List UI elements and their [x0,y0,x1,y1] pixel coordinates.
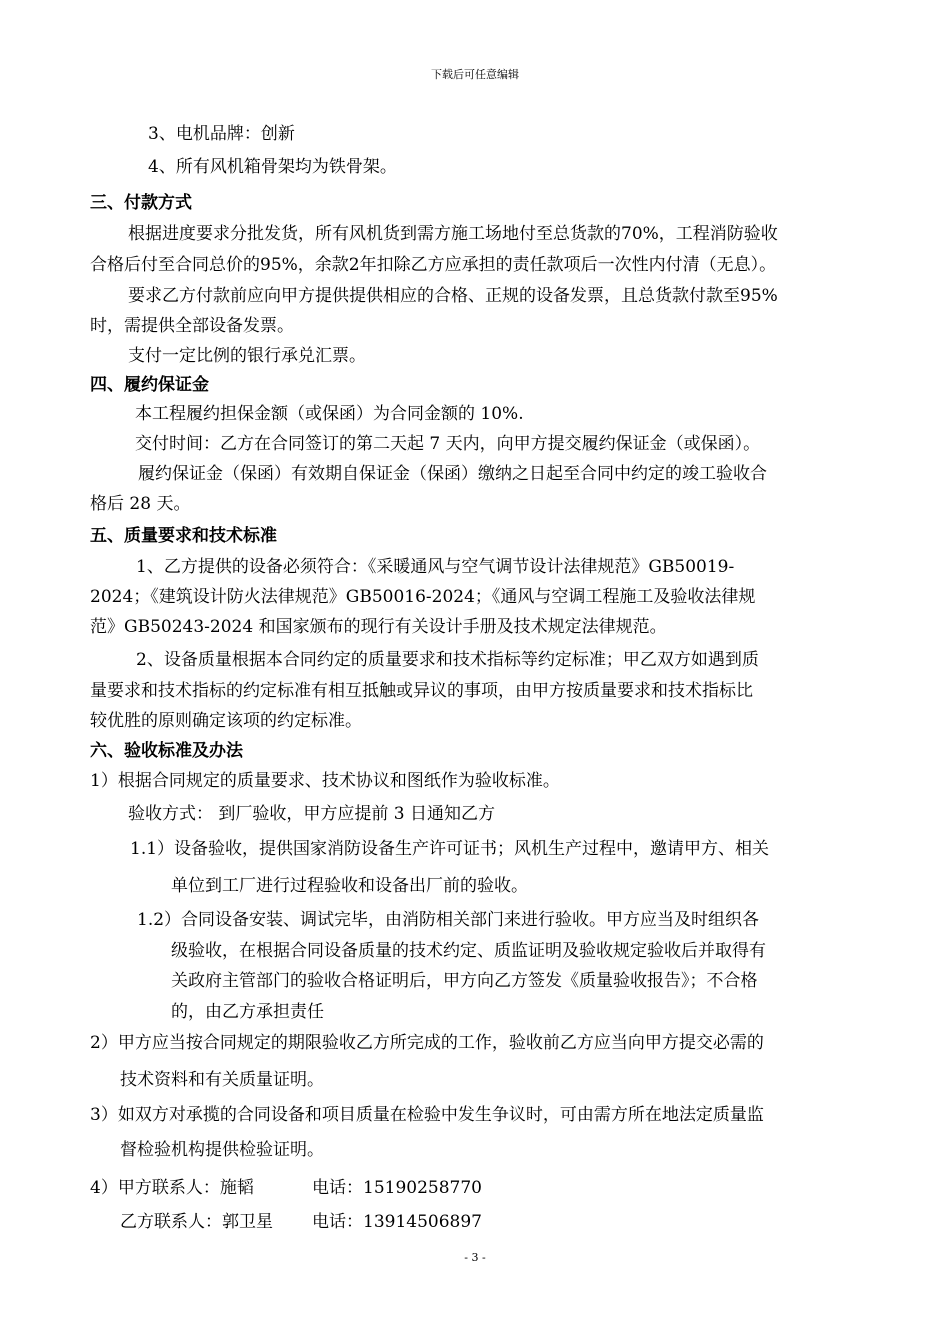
text-line: 技术资料和有关质量证明。 [120,1070,324,1090]
text-line: 时，需提供全部设备发票。 [90,316,294,336]
text-line: 验收方式： 到厂验收，甲方应提前 3 日通知乙方 [128,804,496,824]
text-line: 的，由乙方承担责任 [171,1002,324,1022]
text-line: 3、电机品牌：创新 [148,124,295,144]
text-line: 2、设备质量根据本合同约定的质量要求和技术指标等约定标准；甲乙双方如遇到质 [136,650,759,670]
text-line: 电话：15190258770 [312,1178,482,1198]
text-line: 关政府主管部门的验收合格证明后，甲方向乙方签发《质量验收报告》；不合格 [171,971,758,991]
text-line: 4、所有风机箱骨架均为铁骨架。 [148,157,397,177]
text-line: 1）根据合同规定的质量要求、技术协议和图纸作为验收标准。 [90,771,560,791]
text-line: 1、乙方提供的设备必须符合：《采暖通风与空气调节设计法律规范》GB50019- [136,557,735,577]
section-heading: 六、验收标准及办法 [90,741,243,761]
section-heading: 五、质量要求和技术标准 [90,526,277,546]
text-line: 根据进度要求分批发货，所有风机货到需方施工场地付至总货款的70%，工程消防验收 [128,224,778,244]
section-heading: 四、履约保证金 [90,375,209,395]
text-line: 督检验机构提供检验证明。 [120,1140,324,1160]
text-line: 交付时间：乙方在合同签订的第二天起 7 天内，向甲方提交履约保证金（或保函）。 [135,434,761,454]
text-line: 电话：13914506897 [312,1212,482,1232]
text-line: 单位到工厂进行过程验收和设备出厂前的验收。 [171,876,528,896]
text-line: 乙方联系人：郭卫星 [120,1212,273,1232]
text-line: 本工程履约担保金额（或保函）为合同金额的 10%. [135,404,524,424]
text-line: 2）甲方应当按合同规定的期限验收乙方所完成的工作，验收前乙方应当向甲方提交必需的 [90,1033,764,1053]
text-line: 1.2）合同设备安装、调试完毕，由消防相关部门来进行验收。甲方应当及时组织各 [137,910,760,930]
text-line: 1.1）设备验收，提供国家消防设备生产许可证书；风机生产过程中，邀请甲方、相关 [130,839,770,859]
text-line: 要求乙方付款前应向甲方提供提供相应的合格、正规的设备发票，且总货款付款至95% [128,286,778,306]
text-line: 履约保证金（保函）有效期自保证金（保函）缴纳之日起至合同中约定的竣工验收合 [138,464,767,484]
page-header: 下载后可任意编辑 [431,68,519,81]
text-line: 范》GB50243-2024 和国家颁布的现行有关设计手册及技术规定法律规范。 [90,617,667,637]
text-line: 2024；《建筑设计防火法律规范》GB50016-2024；《通风与空调工程施工及验收法律规 [90,587,756,607]
text-line: 格后 28 天。 [90,494,191,514]
text-line: 级验收，在根据合同设备质量的技术约定、质监证明及验收规定验收后并取得有 [171,941,766,961]
page-number: - 3 - [464,1251,486,1264]
text-line: 较优胜的原则确定该项的约定标准。 [90,711,362,731]
text-line: 4）甲方联系人：施韬 [90,1178,254,1198]
section-heading: 三、付款方式 [90,193,192,213]
text-line: 支付一定比例的银行承兑汇票。 [128,346,366,366]
text-line: 量要求和技术指标的约定标准有相互抵触或异议的事项，由甲方按质量要求和技术指标比 [90,681,753,701]
text-line: 3）如双方对承揽的合同设备和项目质量在检验中发生争议时，可由需方所在地法定质量监 [90,1105,764,1125]
text-line: 合格后付至合同总价的95%，余款2年扣除乙方应承担的责任款项后一次性内付清（无息）。 [90,255,777,275]
